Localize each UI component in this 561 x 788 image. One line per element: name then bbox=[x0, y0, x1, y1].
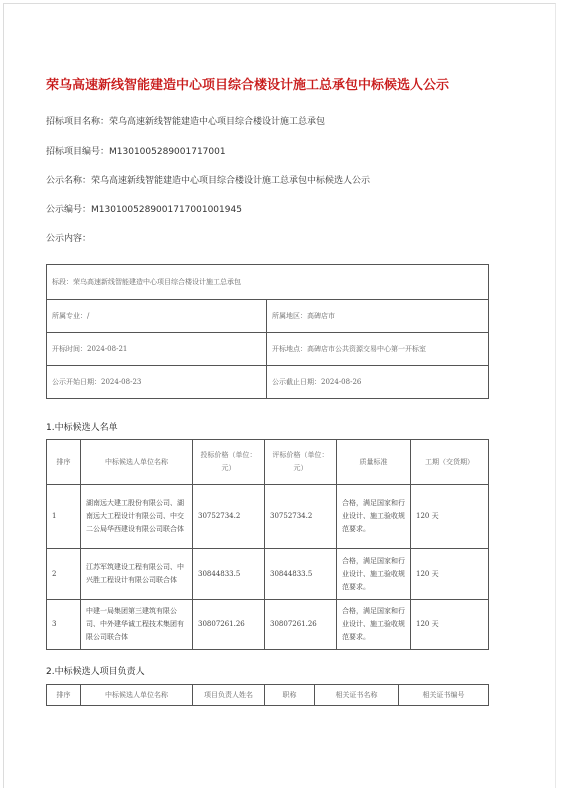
notice-name-label: 公示名称： bbox=[46, 176, 92, 186]
header-unit-name: 中标候选人单位名称 bbox=[81, 685, 193, 706]
header-leader-name: 项目负责人姓名 bbox=[193, 685, 265, 706]
open-place: 开标地点：高碑店市公共资源交易中心第一开标室 bbox=[267, 333, 489, 366]
project-name bbox=[46, 114, 325, 127]
unit-name: 湖南远大建工股份有限公司、湖南远大工程设计有限公司、中交二公局华西建设有限公司联合体 bbox=[81, 485, 193, 549]
header-cert-number: 相关证书编号 bbox=[399, 685, 489, 706]
period: 120 天 bbox=[411, 549, 489, 600]
header-unit-name: 中标候选人单位名称 bbox=[81, 440, 193, 485]
leaders-table bbox=[46, 684, 489, 706]
header-rank: 排序 bbox=[47, 685, 81, 706]
header-cert-name: 相关证书名称 bbox=[315, 685, 399, 706]
eval-price: 30844833.5 bbox=[265, 549, 337, 600]
rank: 2 bbox=[47, 549, 81, 600]
notice-number-label: 公示编号： bbox=[46, 205, 92, 215]
notice-name bbox=[46, 173, 370, 186]
bid-info-table bbox=[46, 264, 489, 399]
bid-price: 30752734.2 bbox=[193, 485, 265, 549]
rank: 3 bbox=[47, 600, 81, 650]
quality: 合格，满足国家和行业设计、施工验收规范要求。 bbox=[337, 485, 411, 549]
unit-name: 江苏军筑建设工程有限公司、中兴胜工程设计有限公司联合体 bbox=[81, 549, 193, 600]
page-title: 荣乌高速新线智能建造中心项目综合楼设计施工总承包中标候选人公示 bbox=[46, 78, 450, 93]
table-row bbox=[47, 600, 489, 650]
bid-section: 标段：荣乌高速新线智能建造中心项目综合楼设计施工总承包 bbox=[47, 265, 489, 300]
project-name-value: 荣乌高速新线智能建造中心项目综合楼设计施工总承包 bbox=[109, 117, 326, 127]
specialty: 所属专业：/ bbox=[47, 300, 267, 333]
section-candidates-title: 1.中标候选人名单 bbox=[46, 423, 118, 433]
quality: 合格，满足国家和行业设计、施工验收规范要求。 bbox=[337, 600, 411, 650]
table-row bbox=[47, 485, 489, 549]
eval-price: 30752734.2 bbox=[265, 485, 337, 549]
unit-name: 中建一局集团第三建筑有限公司、中外建华诚工程技术集团有限公司联合体 bbox=[81, 600, 193, 650]
section-leaders-title: 2.中标候选人项目负责人 bbox=[46, 667, 145, 677]
notice-content-label: 公示内容： bbox=[46, 234, 92, 244]
notice-name-value: 荣乌高速新线智能建造中心项目综合楼设计施工总承包中标候选人公示 bbox=[91, 176, 371, 186]
header-eval-price: 评标价格（单位：元） bbox=[265, 440, 337, 485]
notice-number-value: M1301005289001717001001945 bbox=[91, 205, 242, 215]
notice-number bbox=[46, 202, 242, 215]
project-name-label: 招标项目名称： bbox=[46, 117, 110, 127]
period: 120 天 bbox=[411, 600, 489, 650]
leaders-header-row bbox=[47, 685, 489, 706]
header-title: 职称 bbox=[265, 685, 315, 706]
end-date: 公示截止日期：2024-08-26 bbox=[267, 366, 489, 399]
project-number bbox=[46, 144, 226, 157]
eval-price: 30807261.26 bbox=[265, 600, 337, 650]
header-bid-price: 投标价格（单位：元） bbox=[193, 440, 265, 485]
quality: 合格，满足国家和行业设计、施工验收规范要求。 bbox=[337, 549, 411, 600]
rank: 1 bbox=[47, 485, 81, 549]
candidates-header-row bbox=[47, 440, 489, 485]
project-number-value: M1301005289001717001 bbox=[109, 147, 226, 157]
bid-price: 30844833.5 bbox=[193, 549, 265, 600]
candidates-table bbox=[46, 439, 489, 650]
project-number-label: 招标项目编号： bbox=[46, 147, 110, 157]
header-period: 工期（交货期） bbox=[411, 440, 489, 485]
open-time: 开标时间：2024-08-21 bbox=[47, 333, 267, 366]
period: 120 天 bbox=[411, 485, 489, 549]
start-date: 公示开始日期：2024-08-23 bbox=[47, 366, 267, 399]
header-quality: 质量标准 bbox=[337, 440, 411, 485]
table-row bbox=[47, 549, 489, 600]
region: 所属地区：高碑店市 bbox=[267, 300, 489, 333]
bid-price: 30807261.26 bbox=[193, 600, 265, 650]
header-rank: 排序 bbox=[47, 440, 81, 485]
